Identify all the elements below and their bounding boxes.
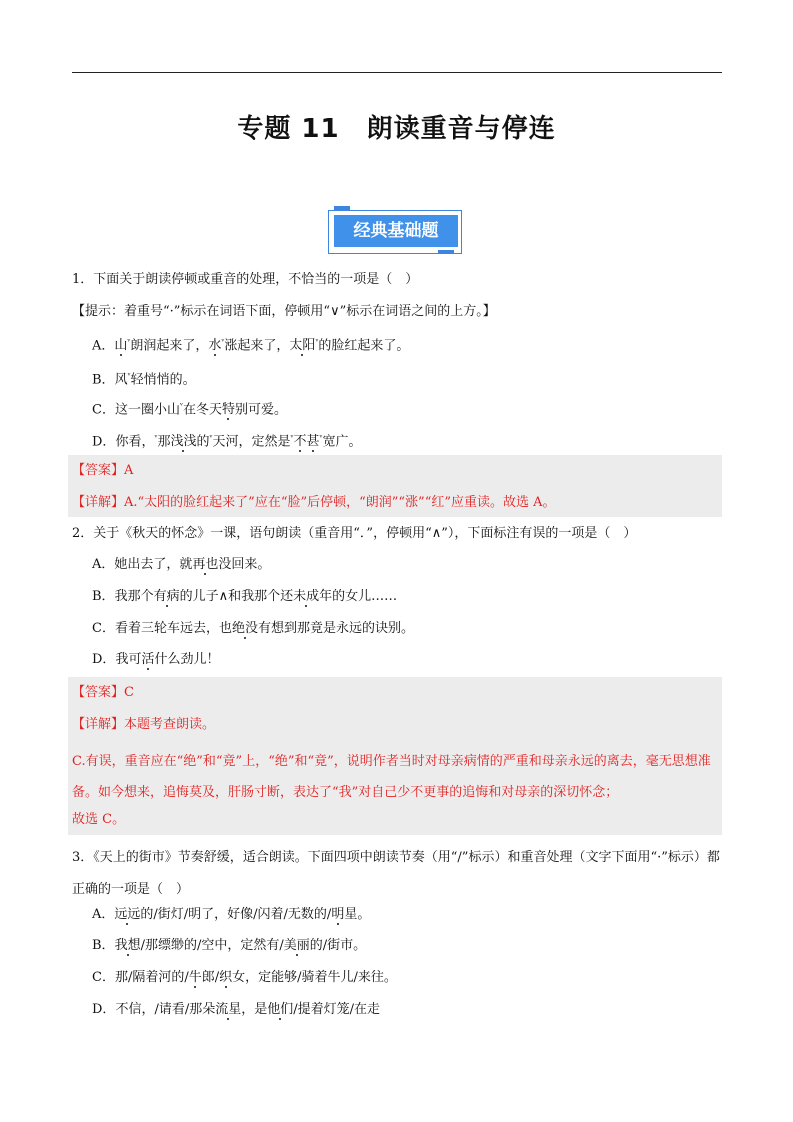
option-label: B． (92, 938, 115, 953)
stressed-text: 特 (221, 402, 235, 418)
stressed-text: 我想 (114, 938, 141, 953)
option-label: B． (92, 372, 115, 388)
pause-mark: ᵛ (221, 337, 225, 346)
q2-detail (72, 715, 215, 735)
stressed-text: 远远 (114, 907, 141, 922)
q2-conclusion: 故选 C。 (72, 812, 126, 827)
q1-option-a[interactable]: A．山$^ᵛ$朗润起来了，水$^ᵛ$涨起来了，太阳$^ᵛ$的脸红起来了。 (92, 337, 410, 354)
stressed-text: 浅浅 (170, 434, 197, 450)
answer-tag: 【答案】 (72, 463, 125, 478)
pause-mark: ᵛ (154, 433, 158, 442)
stressed-text: 有病 (153, 589, 180, 604)
option-label: D． (92, 1002, 116, 1017)
q1-option-c[interactable]: C．这一圈小山$^ᵛ$在冬天特别可爱。 (92, 401, 287, 418)
badge-label: 经典基础题 (334, 215, 458, 247)
q1-hint: 【提示：着重号“·”标示在词语下面，停顿用“∨”标示在词语之间的上方。】 (72, 304, 496, 319)
pause-mark: ᵛ (179, 401, 183, 410)
detail-tag: 【详解】 (72, 717, 125, 732)
stressed-text: 山 (114, 338, 128, 354)
q2-option-a[interactable]: A．她出去了，就再也没回来。 (92, 557, 271, 572)
header-rule (72, 72, 722, 73)
pause-mark: ᵛ (127, 371, 131, 380)
stressed-text: 还未成年 (280, 589, 333, 604)
answer-tag: 【答案】 (72, 685, 125, 700)
q1-detail (72, 493, 556, 513)
q3-option-c[interactable]: C．那/隔着河的/牛郎/织女，定能够/骑着牛儿/来往。 (92, 970, 397, 985)
pause-mark: ᵛ (290, 433, 294, 442)
stressed-text: 也绝没有 (218, 621, 271, 636)
q2-explanation: C.有误，重音应在“绝”和“竟”上，“绝”和“竟”，说明作者当时对母亲病情的严重和母亲永远的离去，毫无思想准备。如今想来，追悔莫及，肝肠寸断，表达了“我”对自己少不更事的追悔和对母亲的深切怀念； (72, 754, 711, 800)
q2-answer (72, 683, 134, 703)
detail-tag: 【详解】 (72, 495, 125, 510)
option-label: C． (92, 621, 115, 636)
q3-option-a[interactable]: A．远远的/街灯/明了，好像/闪着/无数的/明星。 (92, 907, 371, 922)
option-label: A． (92, 557, 115, 572)
stressed-text: 美丽 (283, 938, 310, 953)
option-label: C． (92, 402, 115, 418)
badge-tab-bottom (438, 250, 454, 254)
q3-option-b[interactable]: B．我想/那缥缈的/空中，定然有/美丽的/街市。 (92, 938, 367, 953)
badge-tab-top (334, 206, 350, 210)
option-label: A． (92, 338, 115, 354)
answer-value: A (124, 463, 134, 478)
q3-stem: 3．《天上的街市》节奏舒缓，适合朗读。下面四项中朗读节奏（用“/”标示）和重音处理（文字下面用“·”标示）都正确的一项是（ ） (72, 850, 720, 897)
stressed-text: 水 (208, 338, 222, 354)
stressed-text: 明 (331, 907, 345, 922)
q1-option-d[interactable]: D．你看，$^ᵛ$那浅浅的$^ᵛ$天河，定然是$^ᵛ$不甚$^ᵛ$宽广。 (92, 433, 362, 450)
option-label: A． (92, 907, 115, 922)
q2-stem: 2．关于《秋天的怀念》一课，语句朗读（重音用“．”，停顿用“∧”），下面标注有误的一项是（ ） (72, 526, 637, 541)
answer-value: C (124, 685, 134, 700)
stressed-text: 再也 (192, 557, 219, 572)
stressed-text: 不 (293, 434, 307, 450)
pause-mark: ᵛ (319, 433, 323, 442)
stressed-text: 活 (141, 652, 155, 667)
section-badge (328, 206, 468, 254)
q1-stem: 1．下面关于朗读停顿或重音的处理，不恰当的一项是（ ） (72, 272, 419, 287)
page-title: 专题 11 朗读重音与停连 (237, 114, 556, 144)
q2-option-d[interactable]: D．我可活什么劲儿！ (92, 652, 220, 667)
stressed-text: 太阳 (289, 338, 316, 354)
q3-option-d[interactable]: D．不信，/请看/那朵流星，是他们/提着灯笼/在走 (92, 1002, 381, 1017)
option-label: D． (92, 652, 116, 667)
stressed-text: 他们 (267, 1002, 294, 1017)
detail-text: A.“太阳的脸红起来了”应在“脸”后停顿，“朗润”“涨”“红”应重读。故选 A。 (124, 495, 556, 510)
q1-option-b[interactable]: B．风$^ᵛ$轻悄悄的。 (92, 371, 196, 388)
option-label: D． (92, 434, 116, 450)
option-label: B． (92, 589, 115, 604)
q1-answer (72, 461, 133, 481)
pause-mark: ᵛ (127, 337, 131, 346)
stressed-text: 牛 (188, 970, 202, 985)
q2-option-b[interactable]: B．我那个有病的儿子∧和我那个还未成年的女儿…… (92, 589, 398, 604)
option-label: C． (92, 970, 115, 985)
q2-option-c[interactable]: C．看着三轮车远去，也绝没有想到那竟是永远的诀别。 (92, 621, 414, 636)
pause-mark: ᵛ (315, 337, 319, 346)
pause-mark: ᵛ (209, 433, 213, 442)
detail-text: 本题考查朗读。 (124, 717, 216, 732)
stressed-text: 流星 (215, 1002, 242, 1017)
stressed-text: 织 (219, 970, 233, 985)
stressed-text: 甚 (306, 434, 320, 450)
